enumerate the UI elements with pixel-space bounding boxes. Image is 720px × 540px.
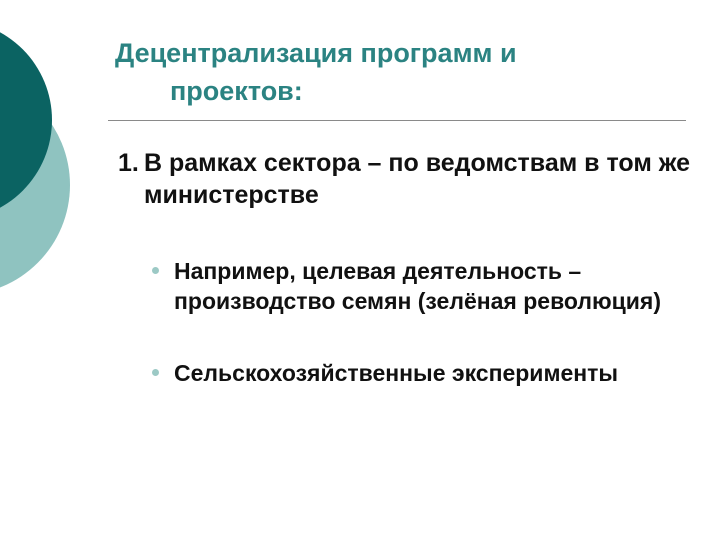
slide-title-line-1: Децентрализация программ и	[115, 38, 517, 68]
light-teal-circle	[0, 75, 70, 295]
bullet-icon	[152, 369, 159, 376]
point-text: В рамках сектора – по ведомствам в том же министерстве	[144, 149, 691, 209]
sub-point-text: Например, целевая деятельность – производство семян (зелёная революция)	[174, 258, 662, 314]
sub-point-item	[152, 358, 692, 388]
dark-teal-circle	[0, 20, 52, 220]
point-number: 1.	[118, 149, 139, 177]
main-point	[118, 147, 698, 211]
slide-title-line-2: проектов:	[170, 76, 303, 106]
sub-point-list	[152, 256, 692, 388]
sub-point-item	[152, 256, 692, 316]
decorative-circles	[0, 0, 90, 300]
sub-point-text: Сельскохозяйственные эксперименты	[174, 360, 619, 386]
bullet-icon	[152, 267, 159, 274]
title-divider	[108, 120, 686, 121]
slide-title	[115, 34, 517, 110]
